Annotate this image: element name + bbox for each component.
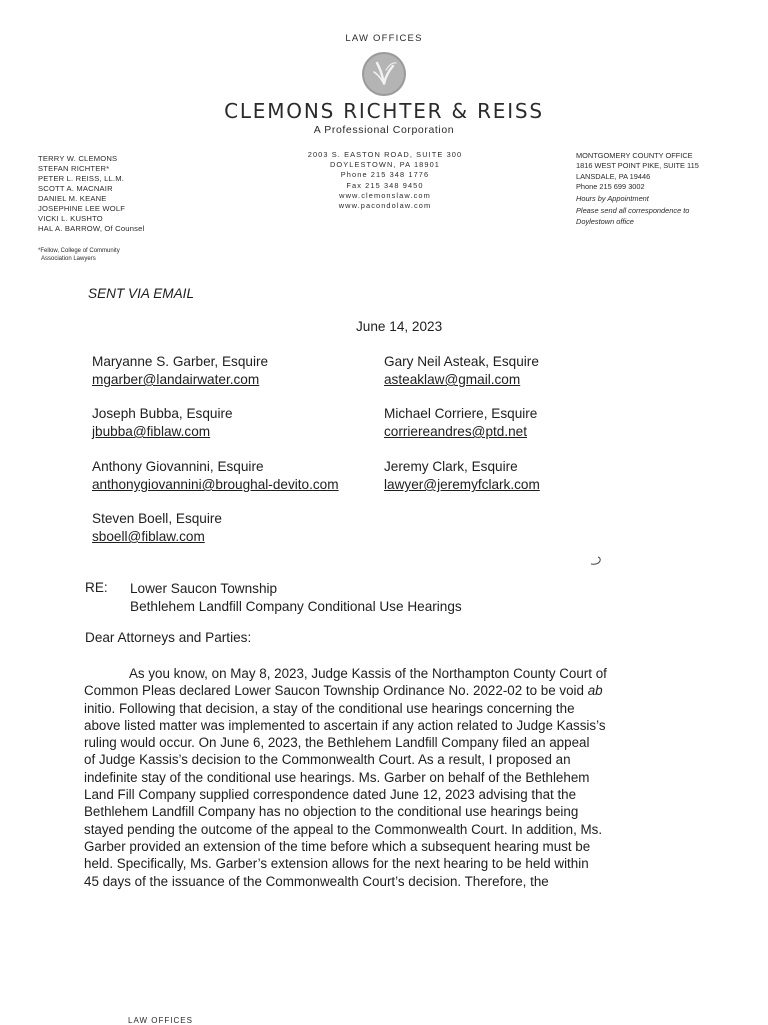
recipient — [384, 458, 540, 494]
partner-name: STEFAN RICHTER* — [38, 164, 110, 173]
website-line: www.clemonslaw.com — [339, 190, 431, 200]
recipient-email[interactable]: sboell@fiblaw.com — [92, 529, 205, 544]
re-line: Bethlehem Landfill Company Conditional Use Hearings — [130, 599, 462, 614]
partner-name: VICKI L. KUSHTO — [38, 214, 103, 223]
fellow-note-line: Association Lawyers — [41, 255, 96, 262]
body-line: Bethlehem Landfill Company has no objection to the conditional use hearings being — [84, 804, 579, 820]
phone-line: Phone 215 348 1776 — [340, 170, 430, 180]
body-line: of Judge Kassis’s decision to the Commonwealth Court. As a result, I proposed an — [84, 752, 571, 768]
address-line: DOYLESTOWN, PA 18901 — [329, 160, 441, 170]
recipient-name: Steven Boell, Esquire — [92, 511, 222, 526]
body-line-text: Common Pleas declared Lower Saucon Township Ordinance No. 2022-02 to be void — [84, 683, 588, 699]
body-line: indefinite stay of the conditional use hearings. Ms. Garber on behalf of the Bethlehem — [84, 769, 590, 785]
scan-mark-icon — [588, 552, 604, 568]
recipient-email[interactable]: asteaklaw@gmail.com — [384, 372, 521, 387]
body-line: stayed pending the outcome of the appeal to the Commonwealth Court. In addition, Ms. — [84, 821, 603, 837]
hours-note: Hours by Appointment — [576, 194, 649, 204]
salutation: Dear Attorneys and Parties: — [85, 630, 252, 645]
office-title: MONTGOMERY COUNTY OFFICE — [576, 151, 693, 160]
body-line: initio. Following that decision, a stay of the conditional use hearings concerning the — [84, 700, 575, 716]
body-line: held. Specifically, Ms. Garber’s extension allows for the next hearing to be held within — [84, 856, 589, 872]
body-line: ruling would occur. On June 6, 2023, the Bethlehem Landfill Company filed an appeal — [84, 735, 590, 751]
recipient-email[interactable]: jbubba@fiblaw.com — [92, 424, 211, 439]
recipient — [92, 353, 268, 389]
recipient-email[interactable]: corriereandres@ptd.net — [384, 424, 528, 439]
partner-list — [38, 154, 144, 234]
re-line: Lower Saucon Township — [130, 581, 278, 596]
address-line: LANSDALE, PA 19446 — [576, 171, 651, 181]
firm-corporation: A Professional Corporation — [313, 124, 455, 136]
body-line: 45 days of the issuance of the Commonwealth Court’s decision. Therefore, the — [84, 873, 549, 889]
recipient — [384, 405, 537, 441]
firm-name: CLEMONS RICHTER & REISS — [224, 99, 544, 123]
footer-label: LAW OFFICES — [128, 1016, 193, 1025]
fax-line: Fax 215 348 9450 — [346, 180, 424, 190]
partner-name: SCOTT A. MACNAIR — [38, 184, 113, 193]
re-label: RE: — [85, 580, 108, 595]
website-line: www.pacondolaw.com — [338, 201, 432, 211]
phone-line: Phone 215 699 3002 — [576, 181, 645, 191]
partner-name: PETER L. REISS, LL.M. — [38, 174, 125, 183]
recipient-email[interactable]: lawyer@jeremyfclark.com — [384, 477, 540, 492]
fellow-note-line: *Fellow, College of Community — [38, 248, 120, 254]
correspondence-note: Please send all correspondence to — [576, 206, 690, 216]
partner-name: HAL A. BARROW, Of Counsel — [38, 224, 145, 233]
main-office-address — [270, 150, 500, 211]
recipient — [92, 510, 222, 546]
recipient-name: Anthony Giovannini, Esquire — [92, 459, 264, 474]
montgomery-office — [576, 151, 699, 227]
body-line: Land Fill Company supplied correspondence dated June 12, 2023 advising that the — [84, 787, 577, 803]
recipient — [384, 353, 539, 389]
partner-name: TERRY W. CLEMONS — [38, 154, 118, 163]
partner-name: JOSEPHINE LEE WOLF — [38, 204, 126, 213]
partner-name: DANIEL M. KEANE — [38, 194, 107, 203]
recipient-name: Gary Neil Asteak, Esquire — [384, 354, 539, 369]
letterhead-label: LAW OFFICES — [345, 33, 423, 44]
recipient-email[interactable]: anthonygiovannini@broughal-devito.com — [92, 477, 339, 492]
recipient-name: Michael Corriere, Esquire — [384, 406, 538, 421]
fellow-note — [38, 248, 120, 263]
body-line: As you know, on May 8, 2023, Judge Kassis of the Northampton County Court of — [129, 666, 607, 681]
body-line: Garber provided an extension of the time before which a subsequent hearing must be — [84, 838, 591, 854]
firm-logo — [360, 50, 408, 98]
recipient — [92, 405, 233, 441]
delivery-method: SENT VIA EMAIL — [88, 286, 195, 301]
address-line: 1816 WEST POINT PIKE, SUITE 115 — [576, 161, 699, 171]
recipient-name: Jeremy Clark, Esquire — [384, 459, 518, 474]
correspondence-note: Doylestown office — [576, 216, 634, 226]
address-line: 2003 S. EASTON ROAD, SUITE 300 — [307, 150, 463, 159]
recipient-name: Maryanne S. Garber, Esquire — [92, 354, 269, 369]
re-subject — [130, 580, 462, 616]
recipient — [92, 458, 339, 494]
body-line: above listed matter was implemented to ascertain if any action related to Judge Kassis’s — [84, 717, 606, 733]
recipient-name: Joseph Bubba, Esquire — [92, 406, 233, 421]
letter-date: June 14, 2023 — [356, 319, 443, 334]
recipient-email[interactable]: mgarber@landairwater.com — [92, 372, 260, 387]
latin-phrase: ab — [587, 683, 603, 699]
letter-body — [84, 665, 684, 890]
body-line — [84, 682, 684, 699]
